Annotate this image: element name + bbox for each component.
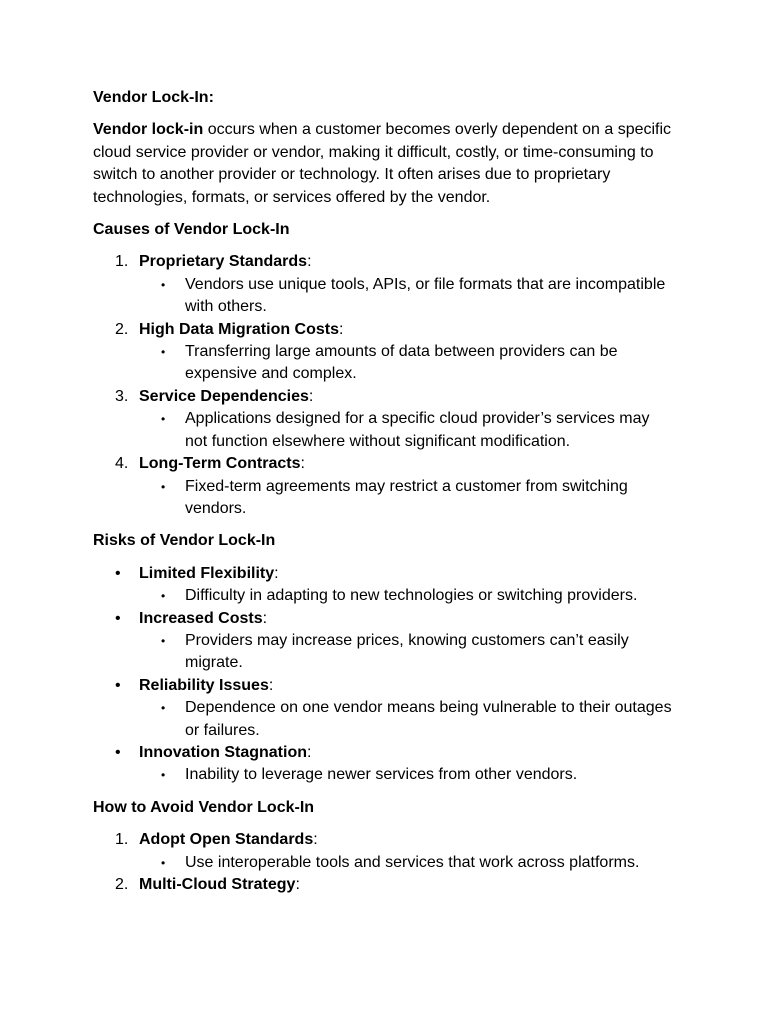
- intro-text: occurs when a customer becomes overly dependent on a specific cloud service provider or vendor, making it difficult, costly, or time-consuming to switch to another provider or technology. It often arises due to proprietary technologies, formats, or services offered by the vendor.: [93, 121, 672, 206]
- intro-lead: Vendor lock-in: [93, 121, 204, 139]
- item-title: High Data Migration Costs: [139, 320, 340, 338]
- sub-list-item: [139, 341, 673, 386]
- bullet-icon: •: [115, 564, 121, 582]
- colon: :: [339, 320, 344, 338]
- colon: :: [307, 743, 312, 761]
- list-number: 4.: [115, 455, 129, 473]
- sub-list: [139, 852, 673, 874]
- avoid-heading: How to Avoid Vendor Lock-In: [93, 798, 315, 816]
- bullet-icon: •: [161, 412, 166, 427]
- list-item: [93, 319, 673, 386]
- document-title: Vendor Lock-In:: [93, 89, 214, 106]
- sub-list: [139, 585, 673, 607]
- causes-heading: Causes of Vendor Lock-In: [93, 221, 290, 239]
- bullet-icon: •: [115, 676, 121, 694]
- bullet-icon: •: [115, 609, 121, 627]
- colon: :: [313, 831, 318, 849]
- sub-item-text: Inability to leverage newer services from other vendors.: [185, 766, 578, 784]
- risks-heading: Risks of Vendor Lock-In: [93, 532, 276, 550]
- avoid-list: [93, 829, 673, 896]
- colon: :: [300, 455, 305, 473]
- bullet-icon: •: [161, 345, 166, 360]
- sub-list-item: [139, 630, 673, 675]
- sub-item-text: Vendors use unique tools, APIs, or file formats that are incompatible with others.: [185, 275, 666, 316]
- risks-list: [93, 563, 673, 787]
- sub-list-item: [139, 697, 673, 742]
- list-item: [93, 453, 673, 520]
- item-title: Proprietary Standards: [139, 253, 308, 271]
- colon: :: [268, 676, 274, 694]
- item-title: Increased Costs: [139, 609, 263, 627]
- bullet-icon: •: [161, 633, 166, 648]
- sub-item-text: Fixed-term agreements may restrict a customer from switching vendors.: [185, 477, 628, 517]
- sub-item-text: Applications designed for a specific cloud provider’s services may not function elsewhere without significant modification.: [185, 410, 650, 450]
- sub-list: [139, 408, 673, 453]
- bullet-icon: •: [161, 589, 166, 604]
- sub-list: [139, 630, 673, 675]
- sub-item-text: Transferring large amounts of data between providers can be expensive and complex.: [185, 343, 618, 383]
- item-title: Service Dependencies: [139, 387, 309, 405]
- colon: :: [307, 253, 312, 271]
- bullet-icon: •: [115, 743, 121, 761]
- sub-list-item: [139, 408, 673, 453]
- item-title: Innovation Stagnation: [139, 743, 307, 761]
- sub-list-item: [139, 476, 673, 521]
- bullet-icon: •: [161, 768, 166, 783]
- list-item: [93, 608, 673, 675]
- list-item: [93, 742, 673, 787]
- sub-list-item: [139, 585, 673, 607]
- sub-list: [139, 341, 673, 386]
- sub-item-text: Difficulty in adapting to new technologies or switching providers.: [185, 587, 638, 605]
- item-title: Reliability Issues: [139, 676, 269, 694]
- list-item: [93, 563, 673, 608]
- bullet-icon: •: [161, 701, 166, 716]
- sub-list: [139, 274, 673, 319]
- colon: :: [274, 564, 279, 582]
- list-item: [93, 829, 673, 874]
- causes-list: [93, 251, 673, 520]
- bullet-icon: •: [161, 855, 166, 870]
- list-number: 1.: [115, 253, 129, 271]
- document-page: [93, 87, 673, 906]
- intro-paragraph: [93, 119, 673, 209]
- item-title: Limited Flexibility: [139, 564, 275, 582]
- list-item: [93, 251, 673, 318]
- sub-list: [139, 697, 673, 742]
- bullet-icon: •: [161, 479, 166, 494]
- list-number: 2.: [115, 320, 129, 338]
- sub-list: [139, 476, 673, 521]
- bullet-icon: •: [161, 277, 166, 292]
- item-title: Multi-Cloud Strategy: [139, 876, 296, 893]
- sub-item-text: Use interoperable tools and services that work across platforms.: [185, 853, 640, 871]
- sub-list-item: [139, 852, 673, 874]
- sub-item-text: Providers may increase prices, knowing customers can’t easily migrate.: [185, 631, 629, 672]
- colon: :: [308, 387, 314, 405]
- sub-list-item: [139, 764, 673, 786]
- list-item: [93, 386, 673, 453]
- list-number: 2.: [115, 876, 129, 893]
- item-title: Adopt Open Standards: [139, 831, 314, 849]
- colon: :: [295, 876, 300, 893]
- list-number: 3.: [115, 387, 129, 405]
- list-item: [93, 675, 673, 742]
- list-item: [93, 874, 673, 896]
- sub-list: [139, 764, 673, 786]
- item-title: Long-Term Contracts: [139, 455, 301, 473]
- list-number: 1.: [115, 831, 129, 849]
- sub-list-item: [139, 274, 673, 319]
- sub-item-text: Dependence on one vendor means being vulnerable to their outages or failures.: [185, 699, 672, 739]
- colon: :: [262, 609, 268, 627]
